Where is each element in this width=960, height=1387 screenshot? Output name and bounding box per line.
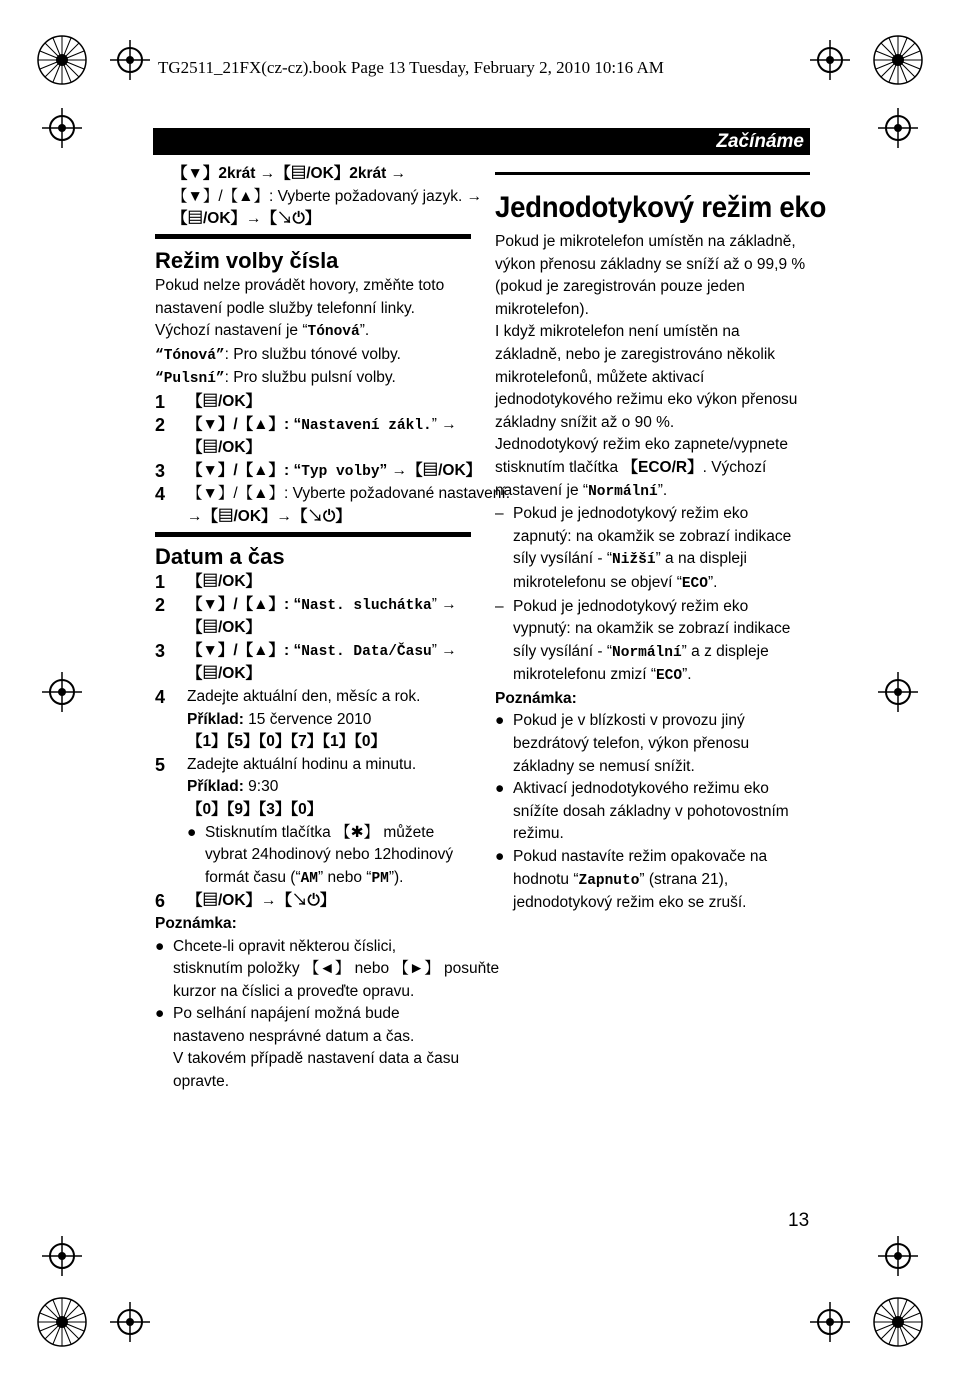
right-note-label: Poznámka: bbox=[495, 689, 577, 707]
right-note-b2-l3: režimu. bbox=[513, 825, 564, 843]
intro-line-3: 【▤/OK】→【↘⏻】 bbox=[172, 210, 321, 228]
eco-dash-2-l4: mikrotelefonu zmizí “ECO”. bbox=[513, 666, 692, 685]
eco-line-3: (pokud je zaregistrován pouze jeden bbox=[495, 278, 745, 296]
eco-line-12: nastavení je “Normální”. bbox=[495, 481, 668, 500]
right-note-b3: ● Pokud nastavíte režim opakovače na bbox=[495, 848, 768, 866]
bottom-mid-cross bbox=[110, 1302, 150, 1342]
left-note-b2-l4: opravte. bbox=[173, 1073, 230, 1091]
eco-line-5: I když mikrotelefon není umístěn na bbox=[495, 323, 740, 341]
left-note-b1: ● Chcete-li opravit některou číslici, bbox=[155, 937, 397, 955]
dial-mode-p2: nastavení podle služby telefonní linky. bbox=[155, 299, 415, 317]
dt-step-2: 2 【▼】/【▲】: “Nast. sluchátka” → bbox=[155, 594, 457, 615]
dial-mode-p3: Výchozí nastavení je “Tónová”. bbox=[155, 322, 370, 341]
dt-step-2-cont: 【▤/OK】 bbox=[187, 619, 262, 637]
eco-dash-1-l3: síly vysílání - “Nižší” a na displeji bbox=[513, 550, 747, 569]
top-right-cross bbox=[810, 40, 850, 80]
left-note-b1-l2: stisknutím položky 【◄】 nebo 【►】 posuňte bbox=[173, 960, 500, 978]
left-upper-cross bbox=[42, 108, 82, 148]
right-note-b1: ● Pokud je v blízkosti v provozu jiný bbox=[495, 712, 745, 730]
dial-mode-title: Režim volby čísla bbox=[155, 248, 339, 273]
dt-step-4-keys: 【1】【5】【0】【7】【1】【0】 bbox=[187, 733, 386, 751]
bottom-right-cross bbox=[810, 1302, 850, 1342]
section-rule bbox=[155, 532, 471, 537]
datetime-section bbox=[155, 532, 500, 1094]
dial-mode-p5: “Pulsní”: Pro službu pulsní volby. bbox=[155, 369, 396, 388]
dt-step-5-example: Příklad: 9:30 bbox=[187, 778, 279, 796]
right-mid-cross bbox=[878, 672, 918, 712]
eco-line-11: stisknutím tlačítka 【ECO/R】. Výchozí bbox=[495, 458, 767, 476]
dial-mode-p1: Pokud nelze provádět hovory, změňte toto bbox=[155, 277, 445, 294]
dt-step-5-keys: 【0】【9】【3】【0】 bbox=[187, 800, 323, 818]
top-right-rosette bbox=[874, 36, 922, 84]
dt-step-6: 6 【▤/OK】→【↘⏻】 bbox=[155, 891, 336, 912]
top-mid-cross bbox=[110, 40, 150, 80]
right-upper-cross bbox=[878, 108, 918, 148]
right-lower-cross bbox=[878, 1236, 918, 1276]
eco-dash-2-l3: síly vysílání - “Normální” a z displeje bbox=[513, 642, 769, 661]
right-note-b1-l3: základny se nemusí snížit. bbox=[513, 757, 695, 775]
eco-title: Jednodotykový režim eko bbox=[495, 191, 827, 224]
eco-line-7: mikrotelefonů, můžete aktivací bbox=[495, 368, 705, 386]
eco-line-1: Pokud je mikrotelefon umístěn na základně, bbox=[495, 233, 796, 250]
right-note-b3-l3: jednodotykový režim eko se zruší. bbox=[513, 894, 747, 912]
dial-step-1: 1 【▤/OK】 bbox=[155, 391, 262, 412]
dt-step-1: 1 【▤/OK】 bbox=[155, 572, 262, 592]
section-rule bbox=[155, 234, 471, 239]
left-note-b2-l3: V takovém případě nastavení data a času bbox=[173, 1050, 460, 1068]
right-note-b1-l2: bezdrátový telefon, výkon přenosu bbox=[513, 735, 750, 753]
dt-step-3: 3 【▼】/【▲】: “Nast. Data/Času” → bbox=[155, 640, 457, 661]
bottom-right-rosette bbox=[874, 1298, 922, 1346]
eco-line-6: základně, nebo je zaregistrováno několik bbox=[495, 345, 776, 363]
dial-mode-p4: “Tónová”: Pro službu tónové volby. bbox=[155, 345, 401, 364]
right-note-b3-l2: hodnotu “Zapnuto” (strana 21), bbox=[513, 870, 729, 889]
dt-step-5-bullet-l2: vybrat 24hodinový nebo 12hodinový bbox=[205, 846, 454, 864]
dial-step-2-cont: 【▤/OK】 bbox=[187, 439, 262, 457]
left-note-b2-l2: nastaveno nesprávné datum a čas. bbox=[173, 1027, 415, 1045]
left-mid-cross bbox=[42, 672, 82, 712]
intro-line-2: 【▼】/【▲】: Vyberte požadovaný jazyk. → bbox=[172, 187, 483, 205]
eco-dash-2: – Pokud je jednodotykový režim eko bbox=[495, 597, 749, 615]
eco-line-9: základny snížit až o 90 %. bbox=[495, 413, 675, 431]
left-lower-cross bbox=[42, 1236, 82, 1276]
eco-line-10: Jednodotykový režim eko zapnete/vypnete bbox=[495, 436, 788, 454]
bottom-left-rosette bbox=[38, 1298, 86, 1346]
book-header: TG2511_21FX(cz-cz).book Page 13 Tuesday, February 2, 2010 10:16 AM bbox=[158, 58, 664, 77]
datetime-title: Datum a čas bbox=[155, 544, 285, 569]
page-number: 13 bbox=[788, 1210, 810, 1231]
eco-dash-1: – Pokud je jednodotykový režim eko bbox=[495, 505, 749, 523]
eco-dash-1-l4: mikrotelefonu se objeví “ECO”. bbox=[513, 573, 718, 592]
dt-step-4: 4 Zadejte aktuální den, měsíc a rok. bbox=[155, 686, 421, 707]
eco-line-8: jednodotykového režimu eko výkon přenosu bbox=[495, 391, 798, 409]
intro-line-1: 【▼】2krát →【▤/OK】2krát → bbox=[172, 165, 407, 182]
dt-step-5-bullet: ● Stisknutím tlačítka 【✱】 můžete bbox=[187, 823, 435, 841]
section-title: Začínáme bbox=[716, 131, 804, 152]
section-bar bbox=[153, 128, 810, 155]
dt-step-4-example: Příklad: 15 července 2010 bbox=[187, 710, 372, 728]
right-top-rule bbox=[495, 172, 810, 175]
right-note-b2: ● Aktivací jednodotykového režimu eko bbox=[495, 780, 769, 798]
left-note-b2: ● Po selhání napájení možná bude bbox=[155, 1005, 400, 1023]
dt-step-5-bullet-l3: formát času (“AM” nebo “PM”). bbox=[205, 868, 404, 887]
dt-step-3-cont: 【▤/OK】 bbox=[187, 665, 262, 683]
left-note-label: Poznámka: bbox=[155, 914, 237, 932]
eco-line-2: výkon přenosu základny se sníží až o 99,9 % bbox=[495, 255, 806, 273]
right-column bbox=[495, 172, 827, 915]
right-note-b2-l2: snížíte dosah základny v pohotovostním bbox=[513, 802, 789, 820]
dial-step-3: 3 【▼】/【▲】: “Typ volby” →【▤/OK】 bbox=[155, 460, 482, 481]
dial-mode-section bbox=[155, 234, 511, 529]
dial-step-4-cont: →【▤/OK】→【↘⏻】 bbox=[187, 507, 351, 525]
dial-step-2: 2 【▼】/【▲】: “Nastavení zákl.” → bbox=[155, 414, 457, 435]
eco-line-4: mikrotelefon). bbox=[495, 300, 589, 318]
dial-step-4: 4 【▼】/【▲】: Vyberte požadované nastavení. bbox=[155, 484, 511, 505]
eco-dash-2-l2: vypnutý: na okamžik se zobrazí indikace bbox=[513, 620, 791, 638]
top-left-rosette bbox=[38, 36, 86, 84]
left-column bbox=[172, 163, 483, 231]
eco-dash-1-l2: zapnutý: na okamžik se zobrazí indikace bbox=[513, 527, 792, 545]
left-note-b1-l3: kurzor na číslici a proveďte opravu. bbox=[173, 982, 415, 1000]
dt-step-5: 5 Zadejte aktuální hodinu a minutu. bbox=[155, 754, 417, 775]
